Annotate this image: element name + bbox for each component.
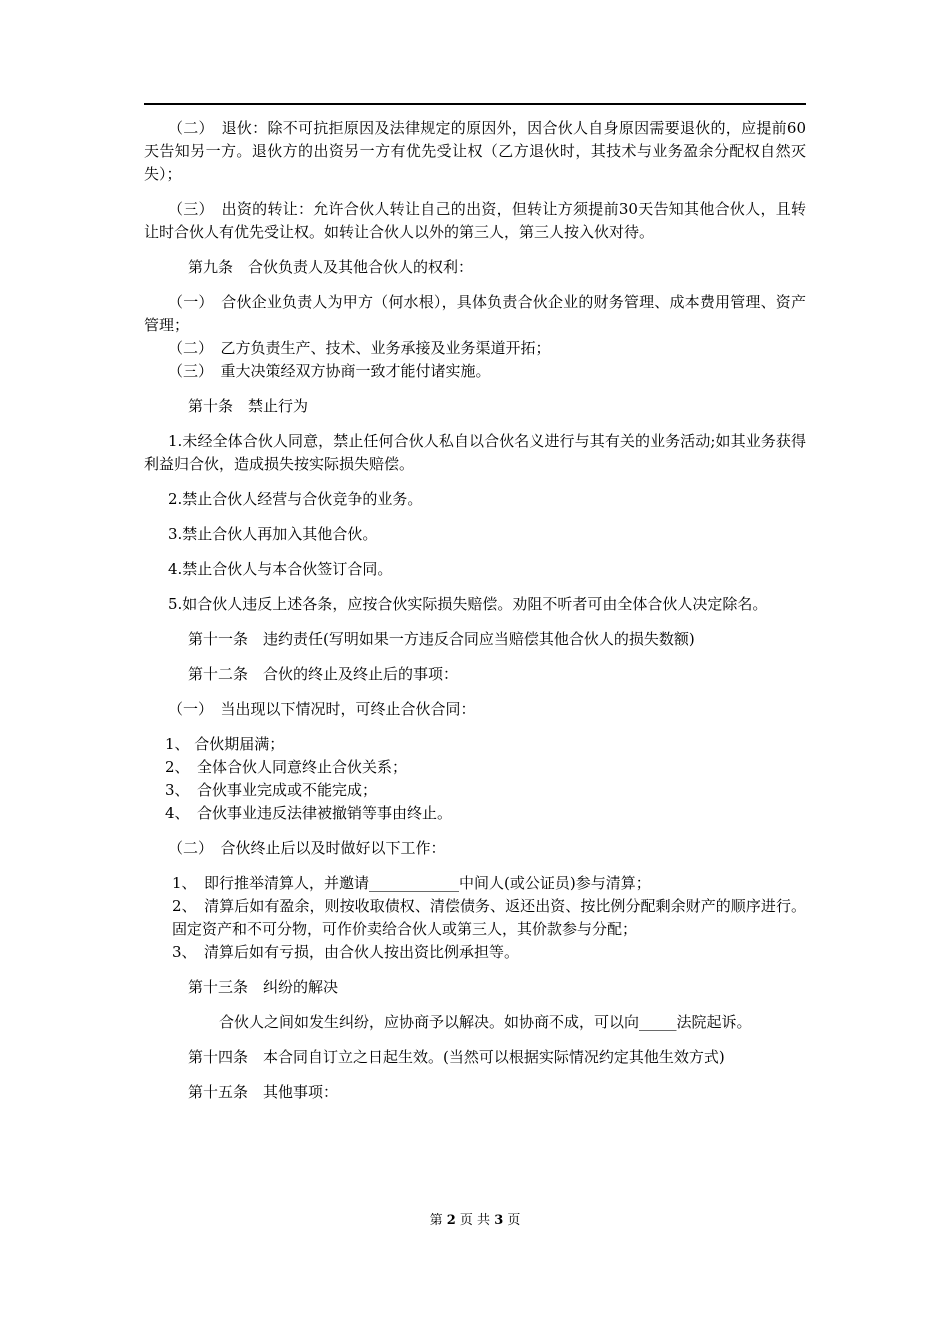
article-12-section-1-item-1: 1、 合伙期届满； [165,735,285,753]
clause-withdrawal: （二） 退伙：除不可抗拒原因及法律规定的原因外，因合伙人自身原因需要退伙的，应提前60天告知另一方。退伙方的出资另一方有优先受让权（乙方退伙时，其技术与业务盈余分配权自然灭失）； [144,119,806,183]
article-12-section-1-item-4: 4、 合伙事业违反法律被撤销等事由终止。 [165,804,453,822]
article-10-heading: 第十条 禁止行为 [188,397,309,415]
article-12-section-2: （二） 合伙终止后以及时做好以下工作： [168,839,446,857]
footer-total-pages: 3 [494,1213,504,1228]
article-12-heading: 第十二条 合伙的终止及终止后的事项： [188,665,459,683]
article-10-item-3: 3.禁止合伙人再加入其他合伙。 [168,525,378,543]
article-12-section-2-item-1: 1、 即行推举清算人，并邀请____________中间人(或公证员)参与清算； [172,874,651,892]
clause-transfer: （三） 出资的转让：允许合伙人转让自己的出资，但转让方须提前30天告知其他合伙人，且转让时合伙人有优先受让权。如转让合伙人以外的第三人，第三人按入伙对待。 [144,200,806,241]
article-10-item-5: 5.如合伙人违反上述各条，应按合伙实际损失赔偿。劝阻不听者可由全体合伙人决定除名。 [168,595,768,613]
article-9-item-1: （一） 合伙企业负责人为甲方（何水根），具体负责合伙企业的财务管理、成本费用管理、资产管理； [144,293,806,334]
article-10-item-1: 1.未经全体合伙人同意，禁止任何合伙人私自以合伙名义进行与其有关的业务活动;如其业务获得利益归合伙，造成损失按实际损失赔偿。 [144,432,806,473]
footer-suffix: 页 [507,1213,521,1228]
footer-middle: 页 共 [459,1213,491,1228]
article-15-heading: 第十五条 其他事项： [188,1083,339,1101]
article-9-heading: 第九条 合伙负责人及其他合伙人的权利： [188,258,474,276]
article-12-section-2-item-2: 2、 清算后如有盈余，则按收取债权、清偿债务、返还出资、按比例分配剩余财产的顺序进行。固定资产和不可分物，可作价卖给合伙人或第三人，其价款参与分配； [172,897,806,938]
article-13-body: 合伙人之间如发生纠纷，应协商予以解决。如协商不成，可以向_____法院起诉。 [219,1013,752,1031]
article-9-item-3: （三） 重大决策经双方协商一致才能付诸实施。 [168,362,491,380]
document-body [144,117,806,1104]
article-12-section-2-item-3: 3、 清算后如有亏损，由合伙人按出资比例承担等。 [172,943,520,961]
article-13-heading: 第十三条 纠纷的解决 [188,978,339,996]
page-footer [0,1212,950,1230]
article-10-item-2: 2.禁止合伙人经营与合伙竞争的业务。 [168,490,423,508]
footer-page-number: 2 [446,1213,456,1228]
article-9-item-2: （二） 乙方负责生产、技术、业务承接及业务渠道开拓； [168,339,551,357]
article-12-section-1-item-2: 2、 全体合伙人同意终止合伙关系； [165,758,408,776]
article-11-heading: 第十一条 违约责任(写明如果一方违反合同应当赔偿其他合伙人的损失数额) [188,630,695,648]
article-12-section-1-item-3: 3、 合伙事业完成或不能完成； [165,781,378,799]
article-10-item-4: 4.禁止合伙人与本合伙签订合同。 [168,560,393,578]
article-12-section-1: （一） 当出现以下情况时，可终止合伙合同： [168,700,476,718]
article-14-heading: 第十四条 本合同自订立之日起生效。(当然可以根据实际情况约定其他生效方式) [188,1048,725,1066]
header-rule [144,103,806,105]
footer-prefix: 第 [429,1213,443,1228]
